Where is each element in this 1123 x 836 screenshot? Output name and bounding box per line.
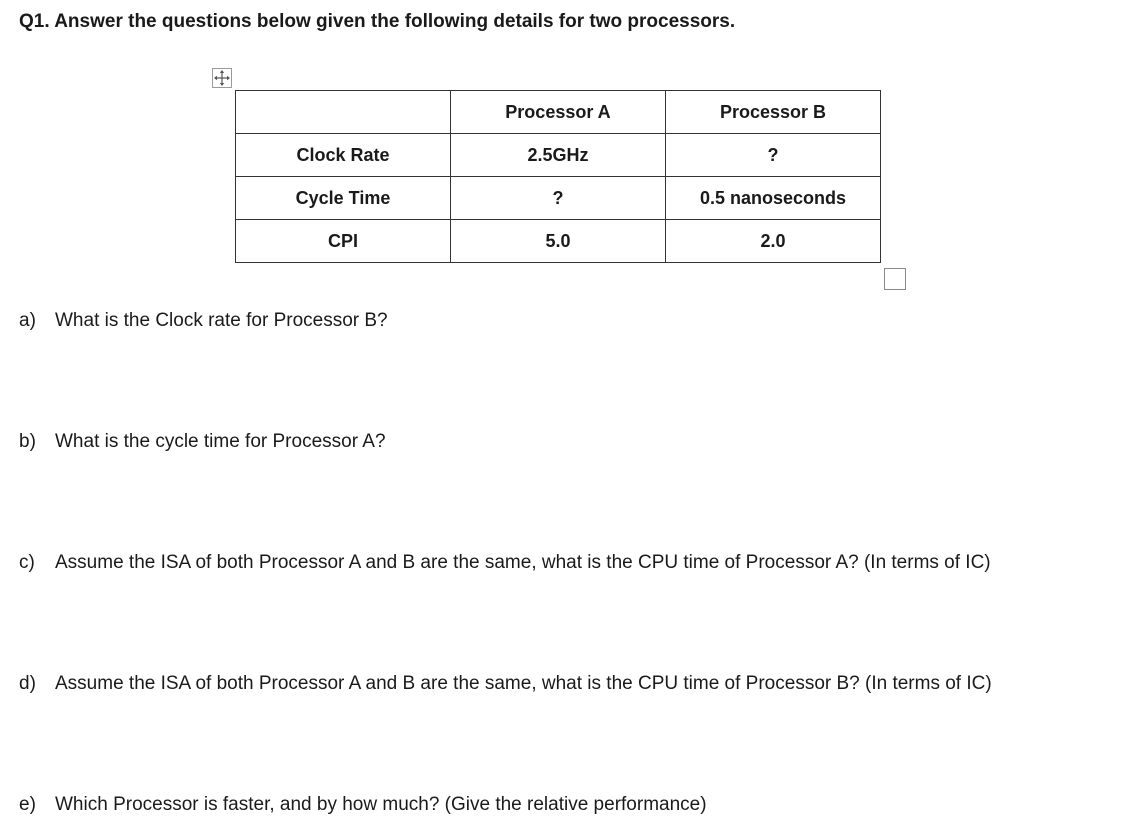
row-label-clock-rate[interactable]: Clock Rate <box>236 134 451 177</box>
row-label-cpi[interactable]: CPI <box>236 220 451 263</box>
cell-cpi-b[interactable]: 2.0 <box>666 220 881 263</box>
table-row <box>236 134 881 177</box>
question-d <box>19 673 992 695</box>
question-c <box>19 552 991 574</box>
cell-cycle-time-b[interactable]: 0.5 nanoseconds <box>666 177 881 220</box>
question-text: Which Processor is faster, and by how much? (Give the relative performance) <box>55 794 707 815</box>
header-cell-empty[interactable] <box>236 91 451 134</box>
document-title: Q1. Answer the questions below given the following details for two processors. <box>19 11 736 32</box>
question-marker: b) <box>19 431 36 452</box>
question-marker: e) <box>19 794 36 815</box>
table-row <box>236 177 881 220</box>
header-cell-processor-b[interactable]: Processor B <box>666 91 881 134</box>
question-marker: d) <box>19 673 36 694</box>
question-text: What is the cycle time for Processor A? <box>55 431 386 452</box>
table-header-row <box>236 91 881 134</box>
question-marker: a) <box>19 310 36 331</box>
move-arrows-icon <box>213 69 231 87</box>
table-move-handle[interactable] <box>212 68 232 88</box>
table-row <box>236 220 881 263</box>
cell-cycle-time-a[interactable]: ? <box>451 177 666 220</box>
question-text: Assume the ISA of both Processor A and B are the same, what is the CPU time of Processor A? (In terms of IC) <box>55 552 991 573</box>
row-label-cycle-time[interactable]: Cycle Time <box>236 177 451 220</box>
question-text: Assume the ISA of both Processor A and B are the same, what is the CPU time of Processor B? (In terms of IC) <box>55 673 992 694</box>
cell-clock-rate-a[interactable]: 2.5GHz <box>451 134 666 177</box>
question-marker: c) <box>19 552 35 573</box>
question-text: What is the Clock rate for Processor B? <box>55 310 388 331</box>
question-b <box>19 431 386 453</box>
cell-clock-rate-b[interactable]: ? <box>666 134 881 177</box>
question-a <box>19 310 388 332</box>
processor-table <box>235 90 881 263</box>
header-cell-processor-a[interactable]: Processor A <box>451 91 666 134</box>
question-e <box>19 794 707 816</box>
table-resize-handle[interactable] <box>884 268 906 290</box>
cell-cpi-a[interactable]: 5.0 <box>451 220 666 263</box>
